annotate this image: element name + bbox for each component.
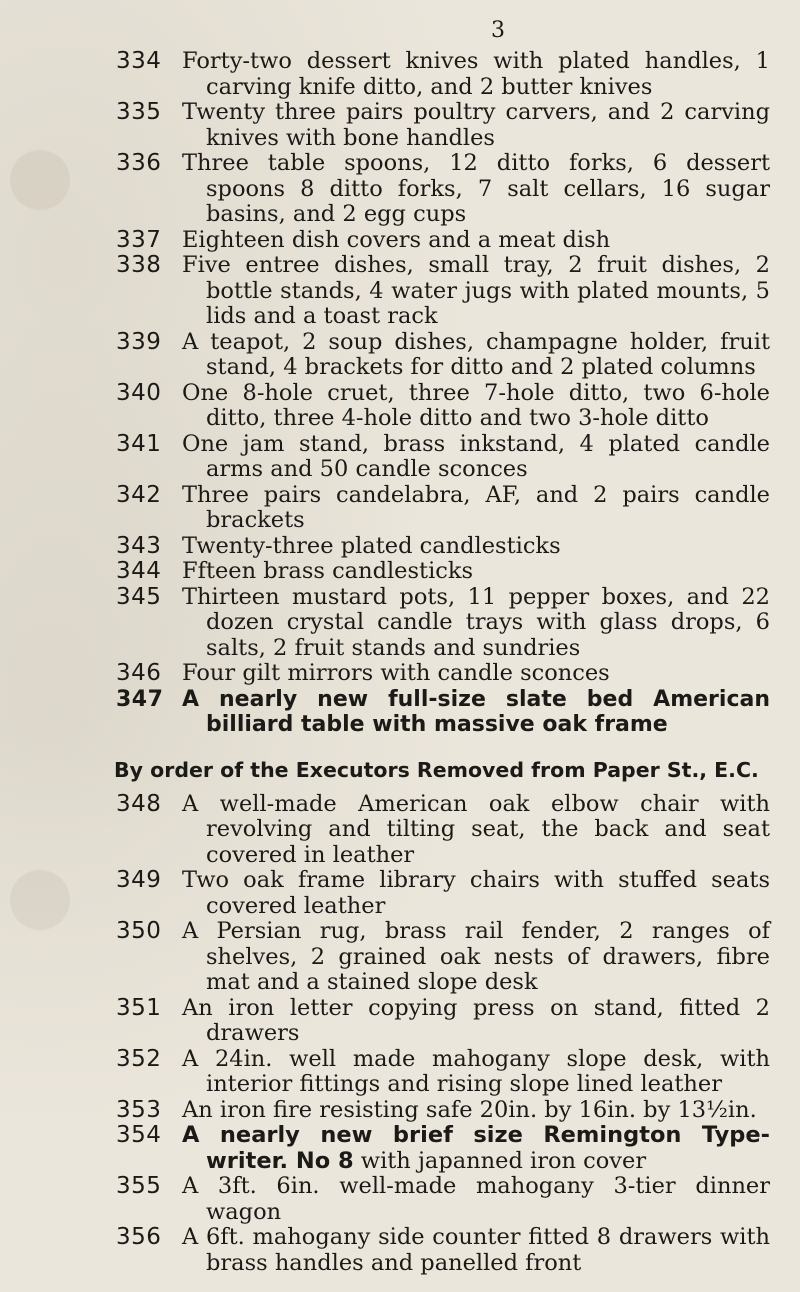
lot-entry: [116, 1174, 770, 1225]
lot-description: Thirteen mustard pots, 11 pepper boxes, and 22 dozen crystal candle trays with glass drops, 6 salts, 2 fruit stands and sundries: [182, 583, 770, 661]
lot-list-part1: [116, 49, 770, 738]
lot-description: Ffteen brass candlesticks: [182, 558, 474, 584]
lot-entry: [116, 919, 770, 996]
lot-number: 352: [116, 1045, 162, 1072]
lot-entry: [116, 432, 770, 483]
lot-description: An iron letter copying press on stand, fitted 2 drawers: [182, 994, 770, 1046]
lot-entry: [116, 585, 770, 662]
lot-description: Forty-two dessert knives with plated handles, 1 carving knife ditto, and 2 butter knives: [182, 48, 770, 100]
lot-number: 334: [116, 48, 162, 74]
lot-number: 344: [116, 558, 162, 584]
section-heading: By order of the Executors Removed from Paper St., E.C.: [114, 757, 759, 782]
lot-description: Eighteen dish covers and a meat dish: [182, 226, 611, 253]
lot-entry: [116, 228, 770, 254]
lot-description: One jam stand, brass inkstand, 4 plated candle arms and 50 candle sconces: [182, 430, 770, 482]
lot-entry: [116, 483, 770, 534]
lot-entry: [116, 1123, 770, 1174]
paper-stain: [10, 150, 70, 210]
lot-description: [182, 1123, 770, 1174]
lot-number: 345: [116, 583, 162, 610]
lot-entry: [116, 996, 770, 1047]
lot-entry: [116, 49, 770, 100]
lot-number: 351: [116, 994, 162, 1021]
lot-description: Four gilt mirrors with candle sconces: [182, 660, 610, 686]
lot-number: 339: [116, 328, 162, 355]
lot-entry: [116, 100, 770, 151]
lot-description: A 3ft. 6in. well-made mahogany 3-tier dinner wagon: [182, 1173, 770, 1225]
lot-entry: [116, 151, 770, 228]
lot-description: A 24in. well made mahogany slope desk, with interior fittings and rising slope lined leather: [182, 1045, 770, 1097]
lot-description-bold: A nearly new brief size Remington Type-writer. No 8: [182, 1122, 770, 1174]
lot-description: Three table spoons, 12 ditto forks, 6 dessert spoons 8 ditto forks, 7 salt cellars, 16 sugar basins, and 2 egg cups: [182, 150, 770, 227]
lot-entry: [116, 381, 770, 432]
lot-number: 347: [116, 686, 164, 712]
lot-number: 348: [116, 790, 162, 817]
lot-description: One 8-hole cruet, three 7-hole ditto, two 6-hole ditto, three 4-hole ditto and two 3-hole ditto: [182, 379, 770, 431]
lot-number: 336: [116, 150, 162, 176]
lot-entry: [116, 559, 770, 585]
lot-description: A Persian rug, brass rail fender, 2 ranges of shelves, 2 grained oak nests of drawers, fibre mat and a stained slope desk: [182, 918, 770, 995]
lot-description: Five entree dishes, small tray, 2 fruit dishes, 2 bottle stands, 4 water jugs with plated mounts, 5 lids and a toast rack: [182, 252, 770, 329]
lot-number: 343: [116, 532, 162, 559]
lot-entry: [116, 1225, 770, 1276]
lot-description: A well-made American oak elbow chair with revolving and tilting seat, the back and seat covered in leather: [182, 790, 770, 868]
lot-number: 355: [116, 1173, 162, 1199]
lot-number: 354: [116, 1122, 162, 1148]
page-number: 3: [491, 18, 505, 43]
lot-description: Twenty-three plated candlesticks: [182, 532, 561, 559]
lot-number: 337: [116, 226, 162, 253]
lot-list-part2: [116, 792, 770, 1277]
lot-entry: [116, 253, 770, 330]
lot-description: A 6ft. mahogany side counter fitted 8 drawers with brass handles and panelled front: [182, 1224, 770, 1276]
lot-description: A teapot, 2 soup dishes, champagne holder, fruit stand, 4 brackets for ditto and 2 plated columns: [182, 328, 770, 380]
lot-number: 341: [116, 430, 162, 457]
lot-entry: [116, 534, 770, 560]
lot-number: 342: [116, 481, 162, 508]
lot-description: Two oak frame library chairs with stuffed seats covered leather: [182, 867, 770, 919]
paper-stain: [10, 870, 70, 930]
lot-number: 349: [116, 867, 162, 893]
lot-number: 353: [116, 1096, 162, 1123]
lot-number: 346: [116, 660, 162, 686]
lot-entry: [116, 1047, 770, 1098]
lot-description: Twenty three pairs poultry carvers, and 2 carving knives with bone handles: [182, 99, 770, 151]
lot-description: Three pairs candelabra, AF, and 2 pairs candle brackets: [182, 481, 770, 533]
lot-entry: [116, 868, 770, 919]
lot-entry: [116, 661, 770, 687]
lot-number: 350: [116, 918, 162, 944]
lot-entry: [116, 792, 770, 869]
lot-entry: [116, 330, 770, 381]
lot-number: 340: [116, 379, 162, 406]
lot-number: 335: [116, 99, 162, 125]
lot-entry: [116, 1098, 770, 1124]
lot-entry-featured: [116, 687, 770, 738]
lot-number: 338: [116, 252, 162, 278]
lot-description: An iron fire resisting safe 20in. by 16in. by 13½in.: [182, 1096, 757, 1123]
lot-description: A nearly new full-size slate bed American billiard table with massive oak frame: [182, 686, 770, 737]
lot-description-rest: with japanned iron cover: [353, 1147, 647, 1174]
lot-number: 356: [116, 1224, 162, 1250]
